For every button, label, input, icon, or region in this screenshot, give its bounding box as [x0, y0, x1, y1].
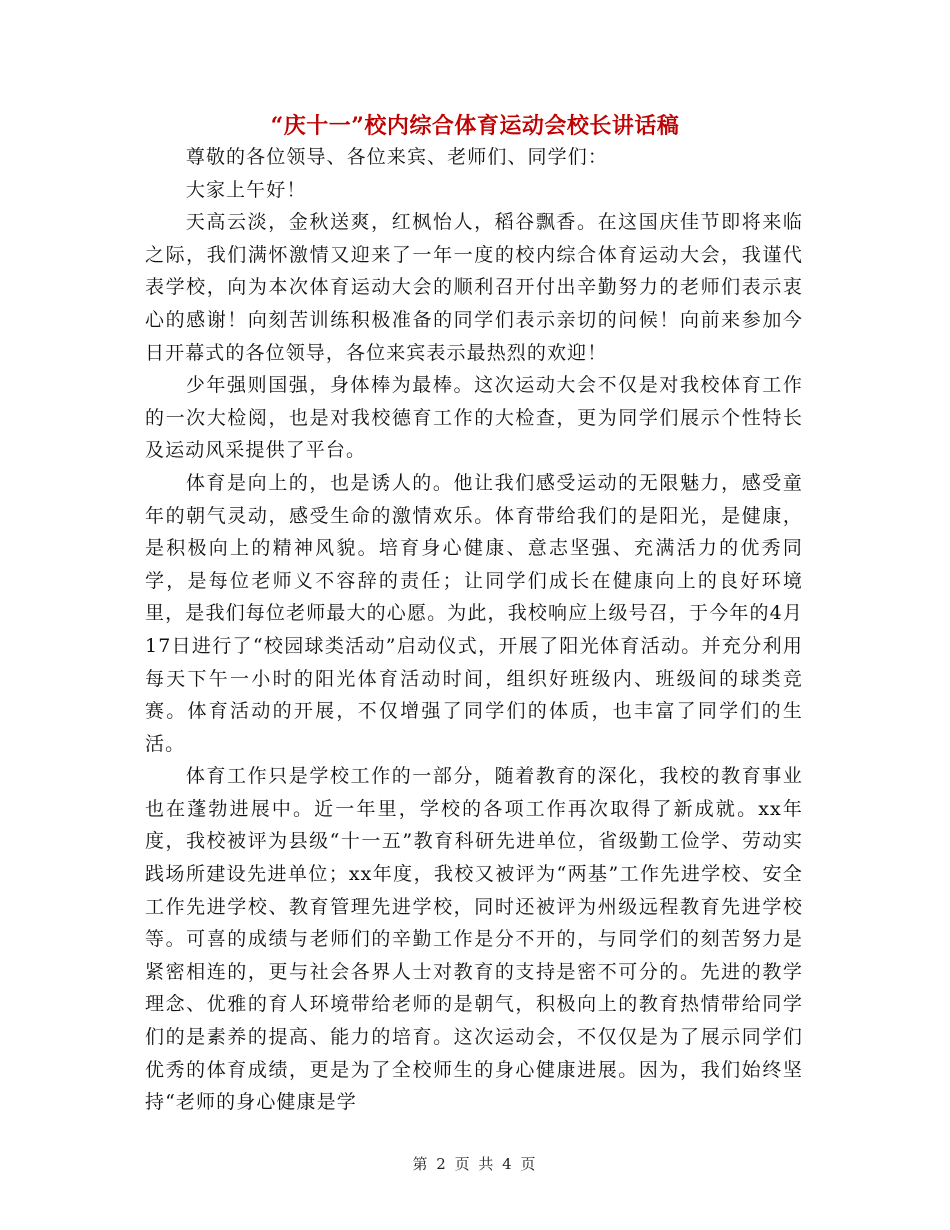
- body-paragraph: 天高云淡，金秋送爽，红枫怡人，稻谷飘香。在这国庆佳节即将来临之际，我们满怀激情又迎来了一年一度的校内综合体育运动大会，我谨代表学校，向为本次体育运动大会的顺利召开付出辛勤努力的老师们表示衷心的感谢！向刻苦训练积极准备的同学们表示亲切的问候！向前来参加今日开幕式的各位领导，各位来宾表示最热烈的欢迎！: [145, 211, 803, 364]
- page-number-footer: 第 2 页 共 4 页: [412, 1155, 538, 1173]
- document-title: “庆十一”校内综合体育运动会校长讲话稿: [270, 113, 680, 139]
- body-paragraph: 体育工作只是学校工作的一部分，随着教育的深化，我校的教育事业也在蓬勃进展中。近一年里，学校的各项工作再次取得了新成就。xx年度，我校被评为县级“十一五”教育科研先进单位，省级勤工俭学、劳动实践场所建设先进单位；xx年度，我校又被评为“两基”工作先进学校、安全工作先进学校、教育管理先进学校，同时还被评为州级远程教育先进学校等。可喜的成绩与老师们的辛勤工作是分不开的，与同学们的刻苦努力是紧密相连的，更与社会各界人士对教育的支持是密不可分的。先进的教学理念、优雅的育人环境带给老师的是朝气，积极向上的教育热情带给同学们的是素养的提高、能力的培育。这次运动会，不仅仅是为了展示同学们优秀的体育成绩，更是为了全校师生的身心健康进展。因为，我们始终坚持“老师的身心健康是学: [145, 765, 803, 1114]
- body-paragraph: 少年强则国强，身体棒为最棒。这次运动大会不仅是对我校体育工作的一次大检阅，也是对我校德育工作的大检查，更为同学们展示个性特长及运动风采提供了平台。: [145, 374, 803, 462]
- body-paragraph: 体育是向上的，也是诱人的。他让我们感受运动的无限魅力，感受童年的朝气灵动，感受生命的激情欢乐。体育带给我们的是阳光，是健康，是积极向上的精神风貌。培育身心健康、意志坚强、充满活力的优秀同学，是每位老师义不容辞的责任；让同学们成长在健康向上的良好环境里，是我们每位老师最大的心愿。为此，我校响应上级号召，于今年的4月17日进行了“校园球类活动”启动仪式，开展了阳光体育活动。并充分利用每天下午一小时的阳光体育活动时间，组织好班级内、班级间的球类竞赛。体育活动的开展，不仅增强了同学们的体质，也丰富了同学们的生活。: [145, 471, 803, 755]
- greeting-paragraph: 大家上午好！: [185, 178, 307, 201]
- document-body: [145, 141, 803, 1119]
- salutation-paragraph: 尊敬的各位领导、各位来宾、老师们、同学们：: [185, 146, 608, 168]
